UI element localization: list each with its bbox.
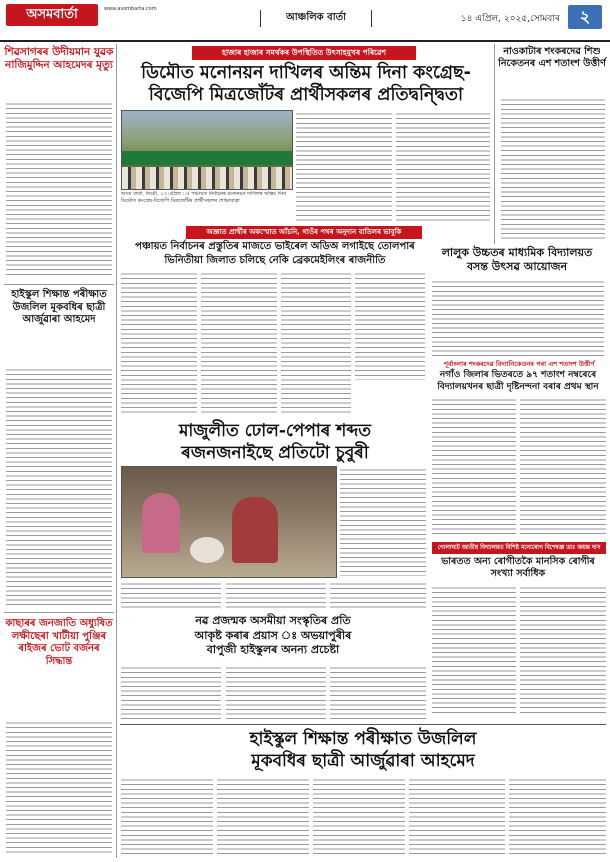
right-story2-headline: লালুক উচ্চতৰ মাধ্যমিক বিদ্যালয়ত বসন্ত উৎসৱ আয়োজন	[441, 246, 593, 273]
bapuji-headline-line1: নৱ প্ৰজন্মক অসমীয়া সংস্কৃতিৰ প্ৰতি	[195, 614, 351, 627]
top-story-headline-line2: বিজেপি মিত্ৰজোঁটৰ প্ৰাৰ্থীসকলৰ প্ৰতিদ্বন্দ্বিতা	[148, 85, 464, 105]
top-story-headline-line1: ডিমৌত মনোনয়ন দাখিলৰ অন্তিম দিনা কংগ্ৰেছ-	[141, 63, 471, 83]
panchayat-body-col4	[355, 270, 425, 380]
majuli-photo	[121, 466, 337, 578]
left-story3-body	[6, 719, 112, 855]
purbi-body-col1	[432, 396, 516, 536]
bottom-body-col1	[121, 776, 213, 856]
top-story-headline	[120, 62, 492, 106]
left-story2-headline: হাইস্কুল শিক্ষান্ত পৰীক্ষাত উজলিল মূকবধিৰ ছাত্ৰী আৰ্জুৱাৰা আহমেদ	[11, 289, 107, 325]
woman-figure-shape	[142, 493, 180, 553]
majuli-body-col2	[121, 580, 221, 610]
purbi-kicker: পূৰ্বাংলাৰ শংকৰদেৱ বিদ্যানিকেতনৰ পৰা এশ শতাংশ উত্তীৰ্ণ	[443, 360, 595, 368]
majuli-body-col3	[226, 580, 326, 610]
page-number: ২	[568, 5, 602, 29]
golaghat-kicker: গোলাঘাট জাতীয় বিদ্যালয়ত বিশিষ্ট মনোৰোগ বিশেষজ্ঞ ডাঃ জয়ন্ত দাস	[432, 542, 606, 554]
section-title: আঞ্চলিক বাৰ্তা	[260, 10, 372, 27]
photo-caption: অসম বাৰ্তা, ডিমৌ, ১৩ এপ্ৰিল ঃ পঞ্চায়ত নিৰ্বাচনৰ মনোনয়ন দাখিলৰ অন্তিম দিনা ডিমৌত কংগ্ৰেছ-বিজেপি মিত্ৰজোঁটৰ প্ৰাৰ্থীসকলৰ শোভাযাত্ৰা	[121, 191, 287, 204]
banner-shape	[122, 151, 292, 165]
bottom-body-col5	[509, 776, 606, 856]
golaghat-body-col1	[432, 584, 516, 714]
majuli-headline-line2: ৰজনজনাইছে প্ৰতিটো চুবুৰী	[181, 443, 369, 463]
panchayat-body-col1	[121, 270, 197, 416]
panchayat-body-col3	[281, 270, 351, 416]
divider	[120, 724, 606, 725]
right-story2-body	[432, 278, 604, 356]
bapuji-body-col1	[121, 664, 221, 720]
panchayat-headline: পঞ্চায়ত নিৰ্বাচনৰ প্ৰস্তুতিৰ মাজতে ভাইৰেল অডিঅ লগাইছে তোলপাৰ	[135, 241, 415, 252]
left-story1-body	[6, 100, 112, 278]
page-header	[0, 0, 610, 42]
panchayat-subhead: ভিনিতীয়া জিলাত চলিছে নেকি ব্ৰেকমেইলিংৰ ৰাজনীতি	[164, 255, 386, 266]
bapuji-body-col2	[226, 664, 326, 720]
bottom-headline	[120, 728, 606, 772]
golaghat-headline: ভাৰতত অন্য ৰোগীতকৈ মানসিক ৰোগীৰ সংখ্যা সৰ্বাধিক	[441, 556, 595, 579]
bottom-body-col4	[409, 776, 505, 856]
purbi-headline: নগাঁও জিলাৰ ভিতৰতে ৯৭ শতাংশ নম্বৰেৰে বিদ্যালয়খনৰ ছাত্ৰী দৃষ্টিনন্দনা বৰাৰ প্ৰথম স্থান	[437, 370, 599, 392]
crowd-shape	[122, 167, 292, 189]
bottom-headline-line1: হাইস্কুল শিক্ষান্ত পৰীক্ষাত উজলিল	[249, 729, 477, 749]
top-story-body-col1	[296, 110, 392, 222]
right-story1-body	[501, 96, 605, 242]
right-story1-headline: নাওকাটাৰ শংকৰদেৱ শিশু নিকেতনৰ এশ শতাংশ উত্তীৰ্ণ	[498, 46, 606, 69]
majuli-body-col1	[340, 466, 426, 576]
golaghat-body-col2	[520, 584, 606, 714]
top-story-body-col2	[396, 110, 490, 222]
issue-date: ১৪ এপ্ৰিল, ২০২৫,সোমবাৰ	[460, 14, 560, 24]
top-story-kicker: হাজাৰ হাজাৰ সমৰ্থকৰ উপস্থিতিত উৎসাহমুখৰ পৰিৱেশ	[192, 46, 416, 60]
drum-shape	[190, 537, 224, 563]
bapuji-headline-line3: বাপুজী হাইস্কুলৰ অনন্য প্ৰচেষ্টা	[206, 643, 340, 656]
woman-figure-shape	[232, 497, 278, 563]
bottom-headline-line2: মূকবধিৰ ছাত্ৰী আৰ্জুৱাৰা আহমেদ	[251, 751, 475, 771]
divider	[4, 612, 114, 613]
left-story3-headline: কাছাৰৰ জনজাতি অধ্যুষিত লক্ষীছেৰা খাটীয়া পুঞ্জিৰ ৰাইজৰ ভোট বৰ্জনৰ সিদ্ধান্ত	[5, 618, 113, 667]
header-meta: www.asombarta.com	[104, 6, 157, 12]
majuli-body-col4	[330, 580, 426, 610]
bottom-body-col3	[313, 776, 405, 856]
divider	[4, 284, 114, 285]
purbi-body-col2	[520, 396, 606, 536]
bottom-body-col2	[217, 776, 309, 856]
left-column	[4, 44, 117, 858]
left-story1-headline: শিৱসাগৰৰ উদীয়মান যুৱক নাজিমুদ্দিন আহমেদৰ মৃত্যু	[4, 46, 114, 71]
left-story2-body	[6, 366, 112, 606]
panchayat-body-col2	[201, 270, 277, 416]
majuli-headline-line1: মাজুলীত ঢোল-পেপাৰ শব্দত	[178, 421, 372, 441]
bapuji-body-col3	[330, 664, 426, 720]
majuli-headline	[120, 420, 430, 464]
rally-photo	[121, 110, 293, 190]
bapuji-headline-line2: আকৃষ্ট কৰাৰ প্ৰয়াস ঃ অভয়াপুৰীৰ	[194, 628, 352, 642]
newspaper-logo: অসমবাৰ্তা	[6, 4, 98, 26]
bapuji-headline	[120, 614, 426, 658]
panchayat-kicker: অজ্ঞাত প্ৰাৰ্থীৰ অকস্মোত আঁচনি, গাওঁৰ পথৰ অনুদান বাতিলৰ ভাবুকি	[186, 226, 422, 239]
right-column	[494, 44, 607, 244]
